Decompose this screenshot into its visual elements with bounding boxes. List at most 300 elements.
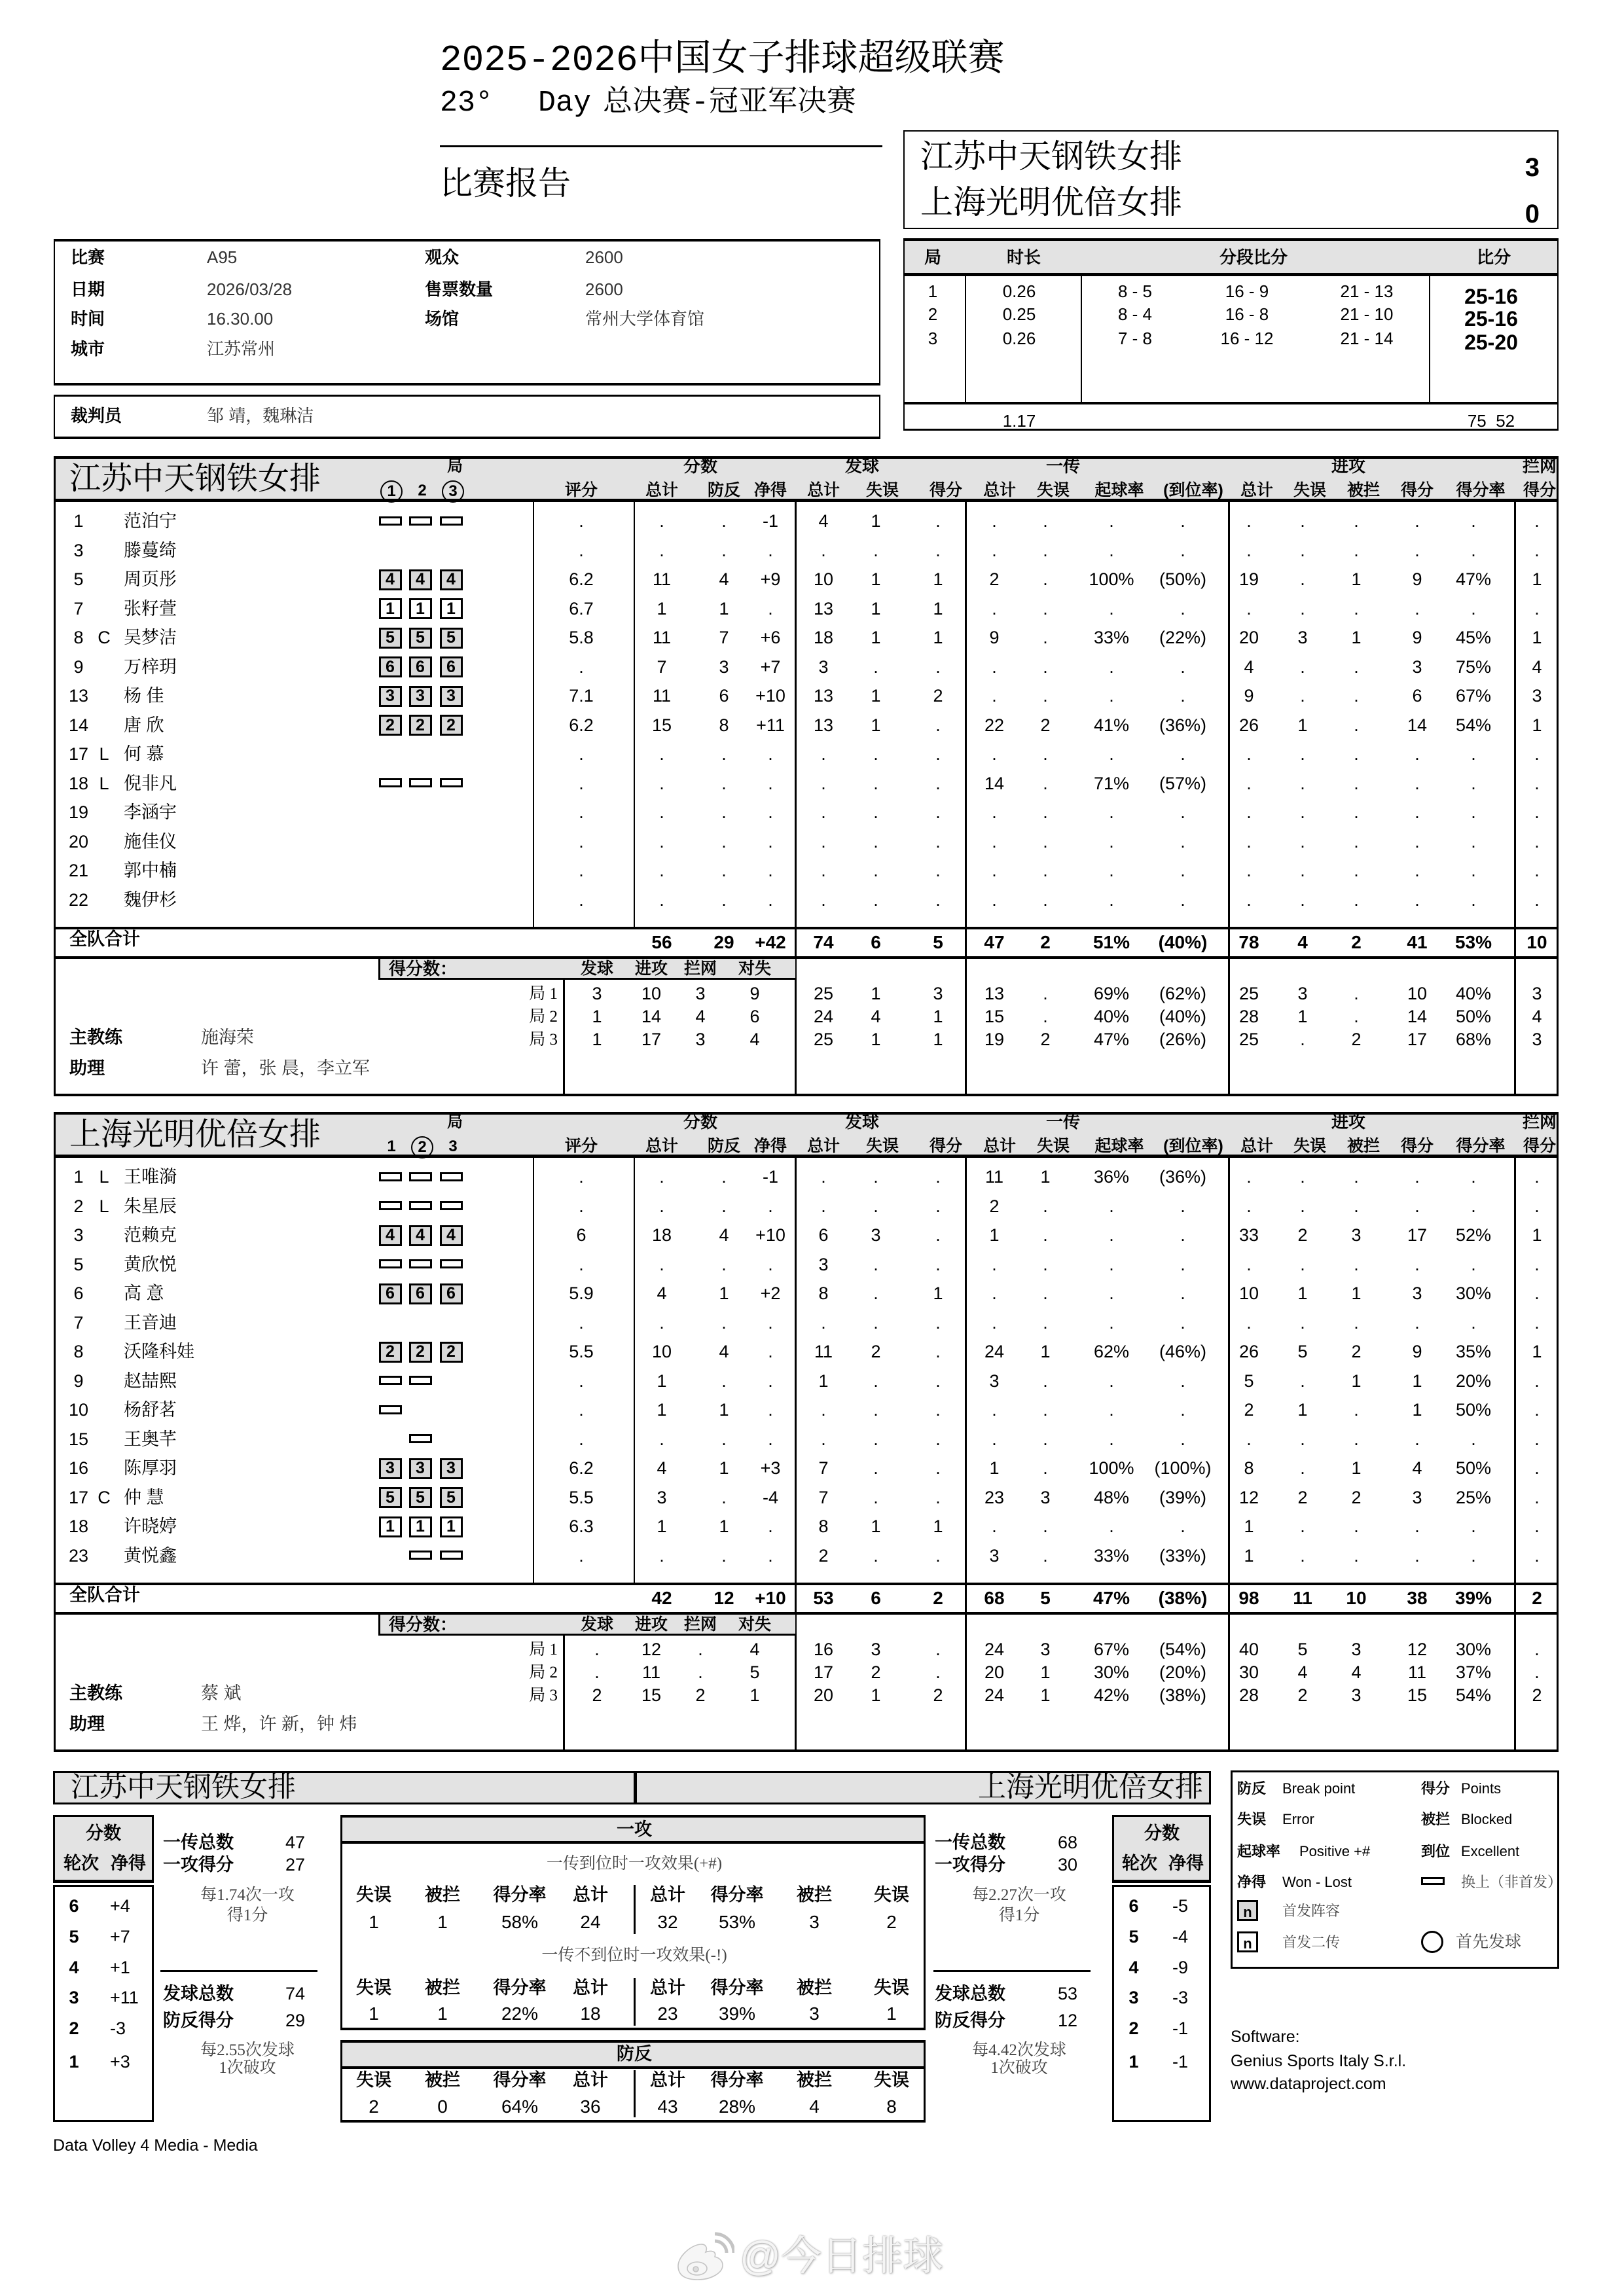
points-break: . bbox=[721, 1167, 727, 1187]
total-points-net: +10 bbox=[755, 1588, 786, 1608]
starting-position-box bbox=[440, 1225, 463, 1246]
attack-blocked: . bbox=[1354, 1167, 1359, 1187]
attack-blocked: . bbox=[1354, 773, 1359, 793]
positive-sideout-home-value: 58% bbox=[501, 1912, 539, 1932]
sideout-points-value: 27 bbox=[285, 1854, 306, 1874]
starting-position: 6 bbox=[416, 1284, 425, 1302]
match-id-label: 比赛 bbox=[71, 247, 105, 267]
player-number: 7 bbox=[73, 598, 84, 619]
block-points: . bbox=[1534, 511, 1540, 531]
reception-total-label: 一传总数 bbox=[163, 1832, 234, 1852]
player-number: 18 bbox=[68, 1516, 89, 1536]
player-number: 9 bbox=[73, 1371, 84, 1391]
column-header-reception-excellent: (到位率) bbox=[1163, 480, 1223, 499]
attack-total: 26 bbox=[1238, 715, 1259, 735]
total-reception-excellent: (38%) bbox=[1158, 1588, 1208, 1608]
points-total: 4 bbox=[657, 1283, 667, 1303]
vote: . bbox=[579, 1312, 584, 1333]
substitution-icon bbox=[440, 1201, 463, 1210]
points-total: 1 bbox=[657, 1516, 667, 1536]
breakpoint-column-label: 失误 bbox=[356, 2070, 391, 2090]
points-total: . bbox=[659, 744, 664, 764]
block-points: 1 bbox=[1532, 628, 1542, 647]
assistant-coaches-names: 许 蕾，张 晨，李立军 bbox=[201, 1058, 370, 1078]
set-reception-positive: 67% bbox=[1093, 1639, 1130, 1659]
reception-excellent: (39%) bbox=[1159, 1487, 1207, 1507]
attack-error: . bbox=[1300, 889, 1305, 910]
attack-total: 9 bbox=[1244, 686, 1254, 706]
group-header-points: 分数 bbox=[683, 1112, 718, 1132]
sideout-ratio: 每2.27次一攻 bbox=[972, 1886, 1066, 1904]
attack-total: 26 bbox=[1238, 1342, 1259, 1361]
vote: 7.1 bbox=[569, 686, 594, 706]
points-net: . bbox=[768, 540, 773, 560]
set-points-attack: 15 bbox=[641, 1685, 662, 1705]
substitution-icon bbox=[379, 1405, 402, 1414]
reception-total: 1 bbox=[989, 1225, 1000, 1245]
rotation-number: 5 bbox=[69, 1926, 79, 1946]
attack-blocked: . bbox=[1354, 598, 1359, 619]
points-break: 7 bbox=[719, 628, 729, 647]
starting-position: 3 bbox=[416, 687, 425, 705]
positive-sideout-away-value: 3 bbox=[809, 1912, 820, 1932]
reception-positive: . bbox=[1109, 1400, 1114, 1420]
column-header-points-total: 总计 bbox=[645, 1136, 679, 1155]
info-row-time bbox=[55, 308, 879, 330]
attack-points: 3 bbox=[1412, 1283, 1422, 1303]
set-reception-excellent: (62%) bbox=[1159, 983, 1207, 1003]
attack-total: . bbox=[1246, 802, 1252, 822]
substitution-icon bbox=[440, 778, 463, 787]
starting-position: 2 bbox=[446, 1342, 456, 1361]
breakpoint-column-label: 被拦 bbox=[797, 2070, 832, 2090]
set-reception-total: 20 bbox=[984, 1662, 1005, 1682]
set-attack-percent: 54% bbox=[1455, 1685, 1492, 1705]
player-row bbox=[56, 857, 1557, 886]
set-reception-positive: 42% bbox=[1093, 1685, 1130, 1705]
player-number: 8 bbox=[73, 628, 84, 647]
attack-error: . bbox=[1300, 1196, 1305, 1216]
attack-error: 1 bbox=[1297, 1400, 1308, 1420]
total-reception-positive: 47% bbox=[1092, 1588, 1130, 1608]
breakpoint-points-label: 防反得分 bbox=[935, 2010, 1005, 2030]
total-points-break: 12 bbox=[713, 1588, 734, 1608]
positive-sideout-column-label: 总计 bbox=[573, 1884, 608, 1905]
breakpoint-column-label: 总计 bbox=[650, 2070, 685, 2090]
serve-error: 1 bbox=[871, 598, 881, 619]
reception-error: . bbox=[1043, 628, 1048, 647]
serve-error: 3 bbox=[871, 1225, 881, 1245]
referees-value: 邹 靖，魏琳洁 bbox=[207, 406, 314, 425]
reception-total-value: 47 bbox=[285, 1832, 306, 1852]
starting-position-box bbox=[409, 1225, 432, 1246]
attack-percent: . bbox=[1471, 773, 1476, 793]
serve-total: . bbox=[821, 861, 826, 880]
legend-definition: Blocked bbox=[1461, 1810, 1513, 1827]
player-name: 魏伊杉 bbox=[124, 889, 177, 910]
block-points: . bbox=[1534, 1254, 1540, 1274]
first-serve-set-number: 3 bbox=[442, 480, 464, 503]
summary-home-team-name: 江苏中天钢铁女排 bbox=[71, 1772, 296, 1803]
reception-total: 2 bbox=[989, 569, 1000, 589]
player-name: 赵喆熙 bbox=[124, 1371, 177, 1391]
match-id-value: A95 bbox=[207, 247, 238, 267]
player-name: 万梓玥 bbox=[124, 656, 177, 677]
reception-excellent: . bbox=[1180, 861, 1185, 880]
attack-points: 6 bbox=[1412, 686, 1422, 706]
set-number: 1 bbox=[928, 281, 938, 301]
attack-error: 2 bbox=[1297, 1225, 1308, 1245]
player-name: 王唯漪 bbox=[124, 1167, 177, 1187]
player-row bbox=[56, 769, 1557, 798]
rotation-net-points: +3 bbox=[110, 2051, 130, 2072]
attack-blocked: . bbox=[1354, 1429, 1359, 1449]
set-attack-error: 3 bbox=[1297, 983, 1308, 1003]
attack-total: . bbox=[1246, 1196, 1252, 1216]
block-points: 4 bbox=[1532, 656, 1542, 677]
rotation-net-points: -1 bbox=[1172, 2018, 1189, 2038]
rotation-net-points: -1 bbox=[1172, 2051, 1189, 2072]
player-number: 22 bbox=[68, 889, 89, 910]
attack-percent: . bbox=[1471, 598, 1476, 619]
player-number: 8 bbox=[73, 1342, 84, 1361]
serve-total: 13 bbox=[813, 686, 834, 706]
reception-excellent: . bbox=[1180, 1400, 1185, 1420]
serve-total: 18 bbox=[813, 628, 834, 647]
total-reception-positive: 51% bbox=[1092, 932, 1130, 952]
set-points-opponent-error: 6 bbox=[749, 1006, 760, 1026]
reception-excellent: . bbox=[1180, 1516, 1185, 1536]
serve-error: . bbox=[873, 1283, 878, 1303]
player-number: 18 bbox=[68, 773, 89, 793]
positive-sideout-away-value: 32 bbox=[657, 1912, 678, 1932]
serve-total: . bbox=[821, 889, 826, 910]
attack-percent: 50% bbox=[1455, 1458, 1492, 1478]
points-net: . bbox=[768, 1545, 773, 1566]
attack-error: . bbox=[1300, 656, 1305, 677]
starting-setter-box bbox=[379, 598, 402, 619]
attack-error: 1 bbox=[1297, 1283, 1308, 1303]
set-reception-error: . bbox=[1043, 1006, 1048, 1026]
player-row bbox=[56, 1513, 1557, 1541]
reception-total: . bbox=[992, 1283, 997, 1303]
set-points-opponent-error: 9 bbox=[749, 983, 760, 1003]
partial-score: 16 - 12 bbox=[1220, 329, 1274, 348]
attack-points: 4 bbox=[1412, 1458, 1422, 1478]
player-name: 施佳仪 bbox=[124, 831, 177, 852]
group-header-serve: 发球 bbox=[844, 1112, 880, 1132]
starting-position: 6 bbox=[416, 657, 425, 676]
set-serve-total: 20 bbox=[813, 1685, 834, 1705]
reception-excellent: . bbox=[1180, 1225, 1185, 1245]
city-value: 江苏常州 bbox=[207, 339, 276, 359]
reception-excellent: . bbox=[1180, 1283, 1185, 1303]
breakpoint-away-value: 28% bbox=[718, 2096, 756, 2117]
serve-points: . bbox=[935, 773, 941, 793]
points-total: 1 bbox=[657, 1371, 667, 1391]
attack-error: . bbox=[1300, 511, 1305, 531]
player-role: L bbox=[99, 1167, 109, 1187]
negative-sideout-column-label: 总计 bbox=[573, 1977, 608, 1998]
legend-term: 到位 bbox=[1421, 1842, 1451, 1859]
starting-position: 5 bbox=[386, 1488, 395, 1507]
points-total: 1 bbox=[657, 1400, 667, 1420]
substitution-icon bbox=[409, 1259, 432, 1268]
attack-error: . bbox=[1300, 802, 1305, 822]
reception-error: . bbox=[1043, 1254, 1048, 1274]
reception-total: . bbox=[992, 1254, 997, 1274]
points-break: . bbox=[721, 889, 727, 910]
rotation-net-points: -3 bbox=[110, 2018, 126, 2038]
negative-sideout-column-label: 得分率 bbox=[493, 1977, 547, 1998]
points-net: . bbox=[768, 802, 773, 822]
serve-total: . bbox=[821, 773, 826, 793]
set-serve-points: . bbox=[935, 1662, 941, 1682]
player-name: 王奥芊 bbox=[124, 1429, 177, 1449]
player-number: 2 bbox=[73, 1196, 84, 1216]
substitution-icon bbox=[409, 778, 432, 787]
reception-total: 14 bbox=[984, 773, 1005, 793]
totals-top-divider bbox=[56, 1583, 1557, 1585]
starting-position: 6 bbox=[386, 1284, 395, 1302]
set-points-attack: 11 bbox=[641, 1662, 661, 1682]
negative-sideout-home-value: 18 bbox=[580, 2003, 601, 2024]
reception-error: . bbox=[1043, 1458, 1048, 1478]
rotation-net-points: +7 bbox=[110, 1926, 130, 1946]
assistant-coaches-names: 王 烨，许 新，钟 炜 bbox=[201, 1713, 357, 1734]
set-reception-error: 2 bbox=[1040, 1029, 1051, 1049]
points-break: . bbox=[721, 511, 727, 531]
player-role: L bbox=[99, 1196, 109, 1216]
starting-position-box bbox=[379, 656, 402, 677]
starting-position-box bbox=[440, 1342, 463, 1363]
positive-sideout-column-label: 得分率 bbox=[710, 1884, 764, 1905]
watermark-text: @今日排球 bbox=[740, 2234, 943, 2279]
player-row bbox=[56, 1541, 1557, 1570]
serve-error: . bbox=[873, 1458, 878, 1478]
duration-column-header: 时长 bbox=[1006, 247, 1041, 267]
attack-points: . bbox=[1415, 1196, 1420, 1216]
serve-error: . bbox=[873, 1196, 878, 1216]
points-by-set-column: 对失 bbox=[738, 1615, 772, 1634]
set-attack-percent: 37% bbox=[1455, 1662, 1492, 1682]
points-total: 18 bbox=[651, 1225, 672, 1245]
serve-points: . bbox=[935, 656, 941, 677]
points-total: 11 bbox=[652, 686, 672, 706]
attack-total: . bbox=[1246, 744, 1252, 764]
serve-total: 13 bbox=[813, 715, 834, 735]
vote: . bbox=[579, 656, 584, 677]
reception-error: . bbox=[1043, 1400, 1048, 1420]
total-reception-total: 47 bbox=[984, 932, 1005, 952]
vote: . bbox=[579, 540, 584, 560]
player-row bbox=[56, 1338, 1557, 1367]
starting-position: 6 bbox=[446, 657, 456, 676]
column-divider bbox=[634, 1885, 636, 1934]
group-header-block: 拦网 bbox=[1522, 456, 1557, 476]
partial-score: 7 - 8 bbox=[1117, 329, 1153, 348]
attack-percent: 50% bbox=[1455, 1400, 1492, 1420]
attack-percent: . bbox=[1471, 511, 1476, 531]
serve-total: 8 bbox=[818, 1516, 829, 1536]
attack-blocked: . bbox=[1354, 1545, 1359, 1566]
date-value: 2026/03/28 bbox=[207, 279, 293, 299]
reception-total: 3 bbox=[989, 1371, 1000, 1391]
report-type-label: 比赛报告 bbox=[440, 168, 571, 205]
serve-error: . bbox=[873, 1254, 878, 1274]
reception-positive: . bbox=[1109, 831, 1114, 852]
reception-positive: 33% bbox=[1093, 628, 1130, 647]
vote: 6.2 bbox=[569, 569, 594, 589]
attack-percent: . bbox=[1471, 540, 1476, 560]
set-serve-points: 2 bbox=[933, 1685, 943, 1705]
serve-error: 1 bbox=[871, 1516, 881, 1536]
attack-total: . bbox=[1246, 1254, 1252, 1274]
negative-sideout-home-value: 22% bbox=[501, 2003, 539, 2024]
attack-blocked: . bbox=[1354, 540, 1359, 560]
set-duration: 0.25 bbox=[1002, 304, 1036, 324]
reception-positive: 62% bbox=[1093, 1342, 1130, 1361]
set-column-header: 局 bbox=[924, 247, 942, 267]
positive-sideout-column-label: 被拦 bbox=[797, 1884, 832, 1905]
set-serve-error: 4 bbox=[871, 1006, 881, 1026]
starting-position-box bbox=[409, 628, 432, 649]
vote: . bbox=[579, 1545, 584, 1566]
attack-percent: . bbox=[1471, 744, 1476, 764]
points-by-set-column: 发球 bbox=[580, 1615, 614, 1634]
negative-sideout-column-label: 总计 bbox=[650, 1977, 685, 1998]
reception-total: . bbox=[992, 1400, 997, 1420]
reception-error: . bbox=[1043, 598, 1048, 619]
positive-sideout-home-value: 24 bbox=[580, 1912, 601, 1932]
reception-positive: . bbox=[1109, 1312, 1114, 1333]
attack-percent: . bbox=[1471, 1545, 1476, 1566]
attack-points: . bbox=[1415, 511, 1420, 531]
block-points: 1 bbox=[1532, 1342, 1542, 1361]
title-divider bbox=[440, 145, 882, 147]
attack-total: . bbox=[1246, 511, 1252, 531]
set-points-serve: 1 bbox=[592, 1006, 602, 1026]
block-points: 3 bbox=[1532, 686, 1542, 706]
reception-excellent: (22%) bbox=[1159, 628, 1207, 647]
serve-error: . bbox=[873, 656, 878, 677]
reception-error: . bbox=[1043, 744, 1048, 764]
set-block-points: 2 bbox=[1532, 1685, 1542, 1705]
set-attack-blocked: 4 bbox=[1351, 1662, 1362, 1682]
column-header-attack-points: 得分 bbox=[1400, 480, 1434, 499]
set-serve-total: 24 bbox=[813, 1006, 834, 1026]
column-header-serve-error: 失误 bbox=[865, 1136, 899, 1155]
serve-total: . bbox=[821, 1400, 826, 1420]
vote: 5.9 bbox=[569, 1283, 594, 1303]
partial-scores-column-header: 分段比分 bbox=[1219, 247, 1288, 267]
set-points-serve: 3 bbox=[592, 983, 602, 1003]
player-number: 1 bbox=[73, 511, 84, 531]
attack-error: . bbox=[1300, 1254, 1305, 1274]
breakpoint-home-value: 2 bbox=[369, 2096, 379, 2117]
set-breakdown-label: 局 3 bbox=[529, 1030, 558, 1049]
reception-excellent: . bbox=[1180, 1196, 1185, 1216]
serve-points: . bbox=[935, 715, 941, 735]
set-number: 1 bbox=[387, 1137, 396, 1155]
set-serve-total: 16 bbox=[813, 1639, 834, 1659]
starting-position: 3 bbox=[416, 1459, 425, 1477]
player-name: 高 意 bbox=[124, 1283, 164, 1303]
vote: . bbox=[579, 802, 584, 822]
starting-position: 5 bbox=[386, 628, 395, 647]
rotation-number: 4 bbox=[69, 1957, 79, 1977]
starting-position: 4 bbox=[446, 1226, 456, 1244]
column-header-attack-points: 得分 bbox=[1400, 1136, 1434, 1155]
rotation-number: 3 bbox=[69, 1987, 79, 2007]
player-name: 杨舒茗 bbox=[124, 1400, 177, 1420]
attack-error: . bbox=[1300, 744, 1305, 764]
points-net: . bbox=[768, 889, 773, 910]
set-points-block: 4 bbox=[695, 1006, 706, 1026]
starting-position: 3 bbox=[446, 687, 456, 705]
substitution-icon bbox=[409, 516, 432, 526]
points-total: 7 bbox=[657, 656, 667, 677]
column-divider bbox=[1081, 276, 1082, 403]
attack-blocked: 1 bbox=[1351, 569, 1362, 589]
starting-position: 3 bbox=[386, 1459, 395, 1477]
set-attack-total: 25 bbox=[1238, 983, 1259, 1003]
points-net: +7 bbox=[760, 656, 781, 677]
block-points: . bbox=[1534, 744, 1540, 764]
points-total: . bbox=[659, 1254, 664, 1274]
reception-positive: . bbox=[1109, 1225, 1114, 1245]
total-attack-blocked: 2 bbox=[1351, 932, 1362, 952]
block-points: 1 bbox=[1532, 715, 1542, 735]
rotation-net-column-label: 净得 bbox=[111, 1853, 146, 1873]
attack-percent: . bbox=[1471, 831, 1476, 852]
attack-blocked: 2 bbox=[1351, 1487, 1362, 1507]
starter-symbol: n bbox=[1243, 1903, 1252, 1920]
points-by-set-column: 对失 bbox=[738, 959, 772, 978]
serve-points: . bbox=[935, 1342, 941, 1361]
attack-percent: 25% bbox=[1455, 1487, 1492, 1507]
column-divider bbox=[634, 2070, 636, 2117]
serve-total: 11 bbox=[814, 1342, 833, 1361]
points-break: . bbox=[721, 744, 727, 764]
team-stats-table bbox=[54, 456, 1559, 1096]
reception-total: 23 bbox=[984, 1487, 1005, 1507]
player-name: 沃隆科娃 bbox=[124, 1342, 194, 1361]
attack-percent: . bbox=[1471, 802, 1476, 822]
positive-reception-title: 一传到位时一攻效果(+#) bbox=[546, 1854, 723, 1873]
set-attack-percent: 68% bbox=[1455, 1029, 1492, 1049]
block-points: . bbox=[1534, 1312, 1540, 1333]
rotation-number: 2 bbox=[69, 2018, 79, 2038]
starting-position-box bbox=[409, 656, 432, 677]
round-number: 23° bbox=[440, 86, 494, 120]
column-header-vote: 评分 bbox=[564, 480, 598, 499]
serve-total: 10 bbox=[813, 569, 834, 589]
points-net: . bbox=[768, 1429, 773, 1449]
team-name: 上海光明优倍女排 bbox=[69, 1117, 321, 1152]
player-name: 黄欣悦 bbox=[124, 1254, 177, 1274]
attack-blocked: . bbox=[1354, 656, 1359, 677]
reception-total: . bbox=[992, 1429, 997, 1449]
attack-points: 9 bbox=[1412, 1342, 1422, 1361]
set-number: 2 bbox=[418, 481, 427, 499]
points-net: +10 bbox=[755, 686, 785, 706]
starting-position: 4 bbox=[416, 570, 425, 588]
player-number: 3 bbox=[73, 540, 84, 560]
team-stats-table bbox=[54, 1112, 1559, 1752]
set-serve-error: 2 bbox=[871, 1662, 881, 1682]
set-attack-total: 28 bbox=[1238, 1685, 1259, 1705]
